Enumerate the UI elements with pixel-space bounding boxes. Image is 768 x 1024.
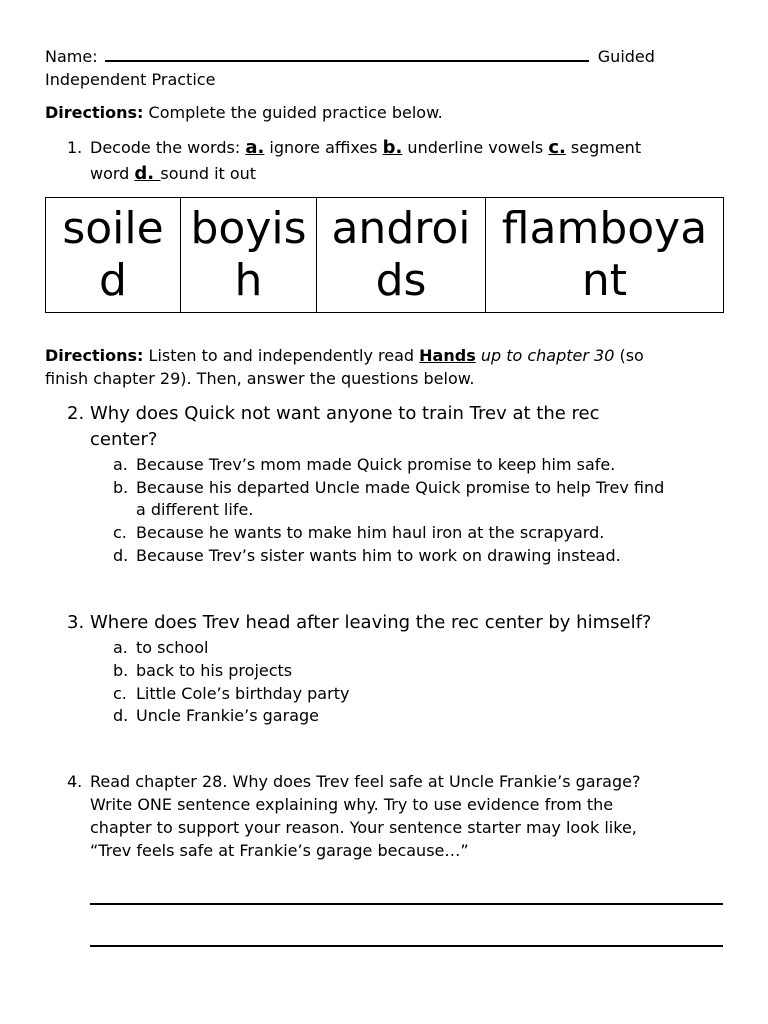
chapter-limit: up to chapter 30: [480, 346, 615, 365]
word-cell-boyish[interactable]: [181, 198, 317, 313]
q4-text-line2: Write ONE sentence explaining why. Try to use evidence from the: [90, 795, 614, 814]
directions-text: Listen to and independently read: [143, 346, 420, 365]
q4-text-line1: Read chapter 28. Why does Trev feel safe at Uncle Frankie’s garage?: [90, 772, 641, 791]
name-line: [45, 45, 655, 68]
word-part: androi: [331, 203, 471, 254]
step-b-label: b.: [382, 137, 403, 158]
q2-option-a[interactable]: Because Trev’s mom made Quick promise to keep him safe.: [136, 455, 616, 474]
step-a-label: a.: [245, 137, 265, 158]
name-blank-field[interactable]: [105, 46, 589, 62]
step-d-label: d.: [134, 163, 161, 184]
q3-option-c[interactable]: Little Cole’s birthday party: [136, 684, 350, 703]
directions-1: [45, 101, 443, 124]
q2-number: 2.: [67, 403, 85, 424]
q2-option-b-letter: b.: [113, 478, 129, 497]
word-part: flamboya: [501, 203, 708, 254]
item1-line1: [90, 136, 641, 159]
word-cell-androids[interactable]: [317, 198, 486, 313]
q4-number: 4.: [67, 772, 83, 791]
step-c-label: c.: [548, 137, 566, 158]
directions-label: Directions:: [45, 346, 144, 365]
q2-option-c-letter: c.: [113, 523, 127, 542]
q3-number: 3.: [67, 612, 85, 633]
title-guided: Guided: [597, 47, 655, 66]
step-a-text: ignore affixes: [264, 138, 383, 157]
word-part: soile: [62, 203, 164, 254]
word-part: nt: [581, 255, 628, 306]
word-part: d: [99, 255, 127, 306]
answer-line-2[interactable]: [90, 945, 723, 947]
item1-line2: [90, 162, 256, 185]
answer-line-1[interactable]: [90, 903, 723, 905]
q3-option-a[interactable]: to school: [136, 638, 209, 657]
q3-option-b-letter: b.: [113, 661, 129, 680]
word-part: boyis: [190, 203, 307, 254]
decode-words-table: [45, 197, 724, 313]
q2-option-b-line2[interactable]: a different life.: [136, 500, 254, 519]
title-line2: Independent Practice: [45, 70, 216, 89]
q2-option-c[interactable]: Because he wants to make him haul iron at the scrapyard.: [136, 523, 605, 542]
table-row: [46, 198, 724, 313]
q2-text-line1: Why does Quick not want anyone to train Trev at the rec: [90, 403, 600, 424]
q3-text: Where does Trev head after leaving the rec center by himself?: [90, 612, 652, 633]
directions-label: Directions:: [45, 103, 144, 122]
directions-text-end: (so: [614, 346, 644, 365]
q2-option-d[interactable]: Because Trev’s sister wants him to work on drawing instead.: [136, 546, 621, 565]
directions-2-line2: finish chapter 29). Then, answer the questions below.: [45, 369, 475, 388]
step-b-text: underline vowels: [402, 138, 549, 157]
item1-prefix: Decode the words:: [90, 138, 246, 157]
q2-option-d-letter: d.: [113, 546, 129, 565]
step-c-text: segment: [565, 138, 642, 157]
q3-option-d[interactable]: Uncle Frankie’s garage: [136, 706, 319, 725]
item1-line2-prefix: word: [90, 164, 135, 183]
step-d-text: sound it out: [160, 164, 257, 183]
word-part: h: [234, 255, 263, 306]
directions-2-line1: [45, 344, 644, 367]
q2-text-line2: center?: [90, 429, 158, 450]
q3-option-c-letter: c.: [113, 684, 127, 703]
name-label: Name:: [45, 47, 98, 66]
word-cell-flamboyant[interactable]: [486, 198, 724, 313]
word-part: ds: [375, 255, 427, 306]
q2-option-b[interactable]: Because his departed Uncle made Quick promise to help Trev find: [136, 478, 665, 497]
q4-text-line3: chapter to support your reason. Your sentence starter may look like,: [90, 818, 637, 837]
q3-option-b[interactable]: back to his projects: [136, 661, 293, 680]
word-cell-soiled[interactable]: [46, 198, 181, 313]
book-title: Hands: [419, 346, 476, 365]
directions-text: Complete the guided practice below.: [143, 103, 443, 122]
q4-text-line4: “Trev feels safe at Frankie’s garage because…”: [90, 841, 469, 860]
q3-option-a-letter: a.: [113, 638, 128, 657]
item1-number: 1.: [67, 138, 83, 157]
q3-option-d-letter: d.: [113, 706, 129, 725]
q2-option-a-letter: a.: [113, 455, 128, 474]
